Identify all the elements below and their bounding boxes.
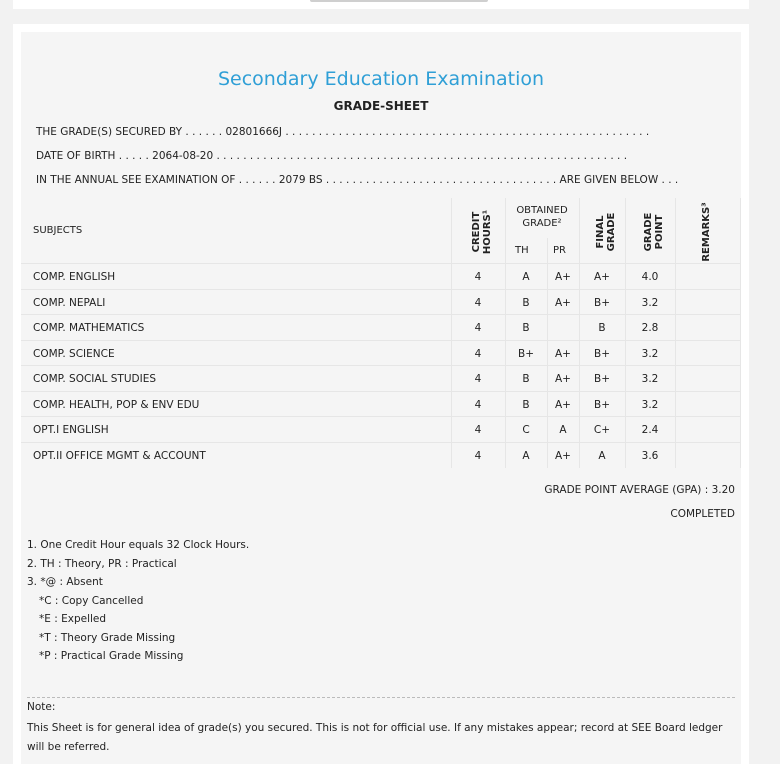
final-grade: A+ — [594, 271, 610, 283]
final-grade: B+ — [593, 297, 610, 309]
footnote-credit-hour: 1. One Credit Hour equals 32 Clock Hours. — [27, 539, 250, 551]
result-status: COMPLETED — [670, 508, 735, 520]
page-subtitle: GRADE-SHEET — [333, 99, 429, 113]
table-row — [21, 289, 741, 315]
grade-pr: A+ — [555, 399, 571, 411]
final-grade: B — [598, 322, 606, 334]
credit-hours: 4 — [474, 297, 482, 309]
subject-name: COMP. MATHEMATICS — [33, 322, 145, 334]
credit-hours: 4 — [474, 348, 482, 360]
grade-sheet-body — [21, 32, 741, 764]
grade-th: B — [522, 322, 530, 334]
info-secured-by: THE GRADE(S) SECURED BY . . . . . . 02801666J . . . . . . . . . . . . . . . . . . . . . . . . . . . . . . . . . . . . . . . . . . . . . . . . . . . . . . . — [36, 126, 650, 138]
table-row — [21, 365, 741, 391]
grade-point: 2.8 — [641, 322, 659, 334]
grade-pr: A+ — [555, 373, 571, 385]
subject-name: COMP. NEPALI — [33, 297, 106, 309]
subject-name: COMP. SOCIAL STUDIES — [33, 373, 157, 385]
grade-th: A — [522, 271, 530, 283]
final-grade: B+ — [593, 348, 610, 360]
header-credit-hours: CREDIT HOURS¹ — [471, 209, 493, 255]
grade-sheet-card — [13, 24, 749, 764]
credit-hours: 4 — [474, 373, 482, 385]
grade-point: 4.0 — [641, 271, 659, 283]
final-grade: A — [598, 450, 606, 462]
final-grade: B+ — [593, 399, 610, 411]
grade-th: B — [522, 399, 530, 411]
grade-point: 3.6 — [641, 450, 659, 462]
footnote-practical-missing: *P : Practical Grade Missing — [39, 650, 184, 662]
page-title: Secondary Education Examination — [217, 68, 545, 90]
grade-th: B+ — [517, 348, 534, 360]
credit-hours: 4 — [474, 450, 482, 462]
grade-point: 3.2 — [641, 399, 659, 411]
note-label: Note: — [27, 701, 56, 713]
table-header — [21, 198, 741, 264]
top-bar — [13, 0, 749, 9]
grade-point: 3.2 — [641, 373, 659, 385]
header-pr: PR — [553, 245, 566, 256]
footnote-theory-missing: *T : Theory Grade Missing — [39, 631, 176, 644]
grade-pr: A+ — [555, 297, 571, 309]
grade-th: C — [522, 424, 530, 436]
footnotes — [27, 536, 249, 666]
subject-name: COMP. SCIENCE — [33, 348, 115, 360]
header-subjects: SUBJECTS — [33, 225, 83, 236]
grade-th: B — [522, 297, 530, 309]
header-th: TH — [515, 245, 529, 256]
footnote-copy-cancelled: *C : Copy Cancelled — [39, 594, 144, 607]
final-grade: C+ — [593, 424, 611, 436]
info-examination: IN THE ANNUAL SEE EXAMINATION OF . . . . . . 2079 BS . . . . . . . . . . . . . . . . . . . . . . . . . . . . . . . . . . . ARE GIVEN BELOW . . . — [36, 174, 679, 186]
subject-name: OPT.I ENGLISH — [33, 424, 109, 436]
table-row — [21, 416, 741, 442]
table-row — [21, 314, 741, 340]
subject-name: COMP. ENGLISH — [33, 271, 116, 283]
final-grade: B+ — [593, 373, 610, 385]
grade-pr: A+ — [555, 450, 571, 462]
grade-point: 2.4 — [641, 424, 659, 436]
header-obtained-grade: OBTAINED GRADE² — [516, 205, 568, 229]
credit-hours: 4 — [474, 322, 482, 334]
grade-pr: A+ — [555, 348, 571, 360]
grade-th: A — [522, 450, 530, 462]
subject-name: COMP. HEALTH, POP & ENV EDU — [33, 399, 200, 411]
table-row — [21, 442, 741, 468]
table-row — [21, 340, 741, 366]
grade-point: 3.2 — [641, 348, 659, 360]
grade-point: 3.2 — [641, 297, 659, 309]
note-text: This Sheet is for general idea of grade(s) you secured. This is not for official use. If any mistakes appear; record at SEE Board ledger will be referred. — [27, 722, 723, 753]
credit-hours: 4 — [474, 424, 482, 436]
footnote-expelled: *E : Expelled — [39, 613, 107, 625]
credit-hours: 4 — [474, 271, 482, 283]
header-final-grade: FINAL GRADE — [595, 212, 617, 252]
dashed-divider — [27, 697, 735, 698]
info-date-of-birth: DATE OF BIRTH . . . . . 2064-08-20 . . . . . . . . . . . . . . . . . . . . . . . . . . . . . . . . . . . . . . . . . . . . . . . . . . . . . . . . . . . . . . — [36, 150, 628, 162]
gpa-summary: GRADE POINT AVERAGE (GPA) : 3.20 — [544, 484, 735, 496]
footnote-th-pr: 2. TH : Theory, PR : Practical — [27, 557, 177, 570]
table-row — [21, 391, 741, 417]
grade-pr: A+ — [555, 271, 571, 283]
subject-name: OPT.II OFFICE MGMT & ACCOUNT — [33, 450, 206, 462]
credit-hours: 4 — [474, 399, 482, 411]
top-tab-handle — [310, 0, 488, 2]
footnote-absent: 3. *@ : Absent — [27, 576, 103, 588]
header-remarks: REMARKS³ — [701, 202, 712, 262]
header-grade-point: GRADE POINT — [643, 212, 665, 252]
table-row — [21, 263, 741, 289]
grade-pr: A — [559, 424, 567, 436]
grade-th: B — [522, 373, 530, 385]
